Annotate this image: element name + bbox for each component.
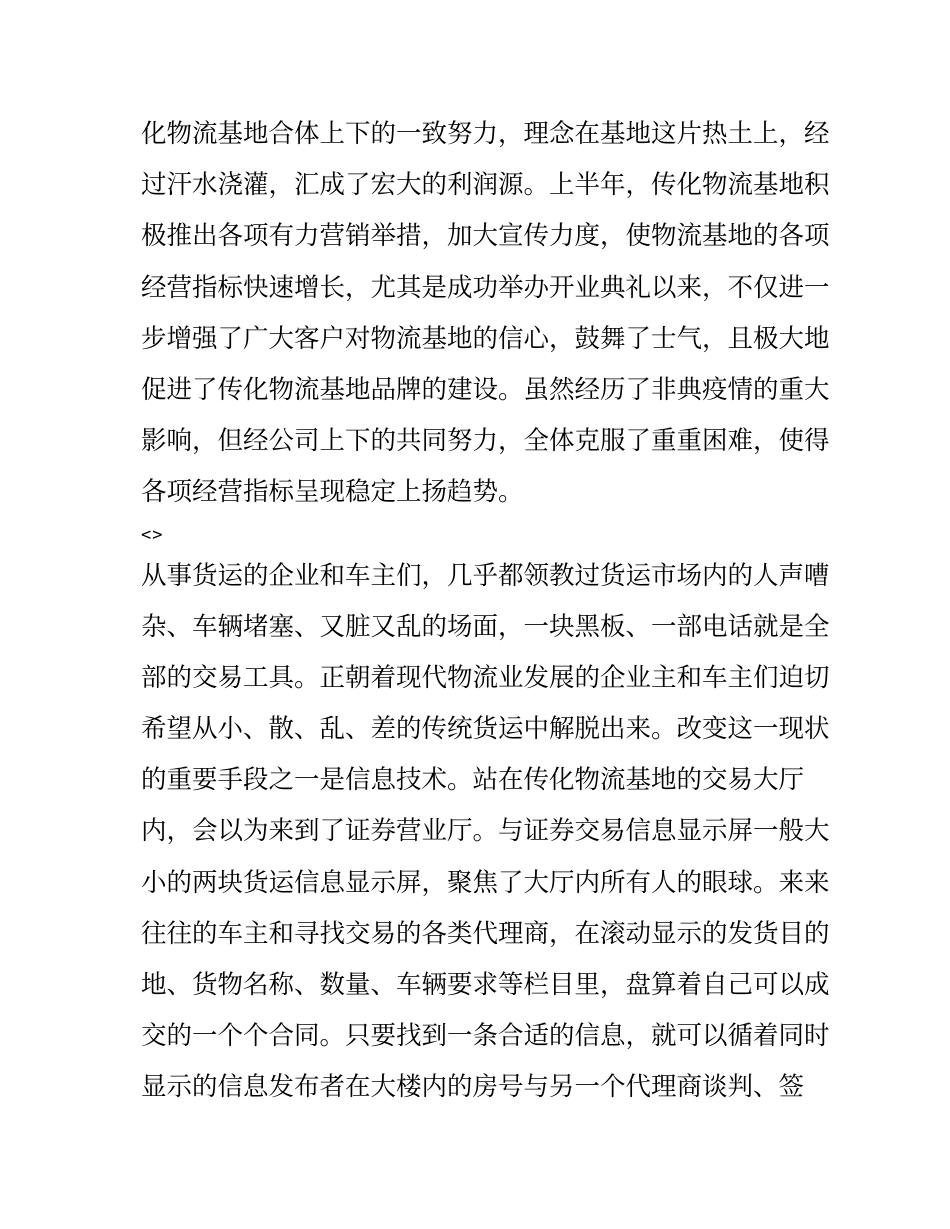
paragraph-line: 过汗水浇灌，汇成了宏大的利润源。上半年，传化物流基地积 bbox=[141, 170, 830, 201]
paragraph-line: 各项经营指标呈现稳定上扬趋势。 bbox=[141, 477, 524, 508]
paragraph-line: 促进了传化物流基地品牌的建设。虽然经历了非典疫情的重大 bbox=[141, 374, 830, 405]
paragraph-line: 化物流基地合体上下的一致努力，理念在基地这片热土上，经 bbox=[141, 119, 830, 149]
paragraph-line: 地、货物名称、数量、车辆要求等栏目里，盘算着自己可以成 bbox=[141, 970, 830, 1000]
paragraph-line: 部的交易工具。正朝着现代物流业发展的企业主和车主们迫切 bbox=[141, 662, 830, 693]
paragraph-line: 显示的信息发布者在大楼内的房号与另一个代理商谈判、签 bbox=[141, 1072, 805, 1103]
paragraph-1 bbox=[141, 109, 830, 519]
document-body bbox=[141, 109, 830, 1114]
paragraph-line: 交的一个个合同。只要找到一条合适的信息，就可以循着同时 bbox=[141, 1021, 830, 1052]
paragraph-line: 经营指标快速增长，尤其是成功举办开业典礼以来，不仅进一 bbox=[141, 272, 830, 303]
paragraph-line: 内，会以为来到了证券营业厅。与证券交易信息显示屏一般大 bbox=[141, 816, 830, 847]
paragraph-line: 小的两块货运信息显示屏，聚焦了大厅内所有人的眼球。来来 bbox=[141, 867, 830, 898]
paragraph-line: 杂、车辆堵塞、又脏又乱的场面，一块黑板、一部电话就是全 bbox=[141, 611, 830, 642]
paragraph-line: 影响，但经公司上下的共同努力，全体克服了重重困难，使得 bbox=[141, 426, 830, 457]
paragraph-line: 极推出各项有力营销举措，加大宣传力度，使物流基地的各项 bbox=[141, 221, 830, 252]
paragraph-line: 的重要手段之一是信息技术。站在传化物流基地的交易大厅 bbox=[141, 765, 805, 796]
paragraph-line: 往往的车主和寻找交易的各类代理商，在滚动显示的发货目的 bbox=[141, 918, 830, 949]
paragraph-line: 希望从小、散、乱、差的传统货运中解脱出来。改变这一现状 bbox=[141, 714, 830, 745]
paragraph-line: 步增强了广大客户对物流基地的信心，鼓舞了士气，且极大地 bbox=[141, 323, 830, 354]
section-marker: <> bbox=[141, 524, 164, 545]
paragraph-2 bbox=[141, 551, 830, 1114]
paragraph-line: 从事货运的企业和车主们，几乎都领教过货运市场内的人声嘈 bbox=[141, 560, 830, 591]
